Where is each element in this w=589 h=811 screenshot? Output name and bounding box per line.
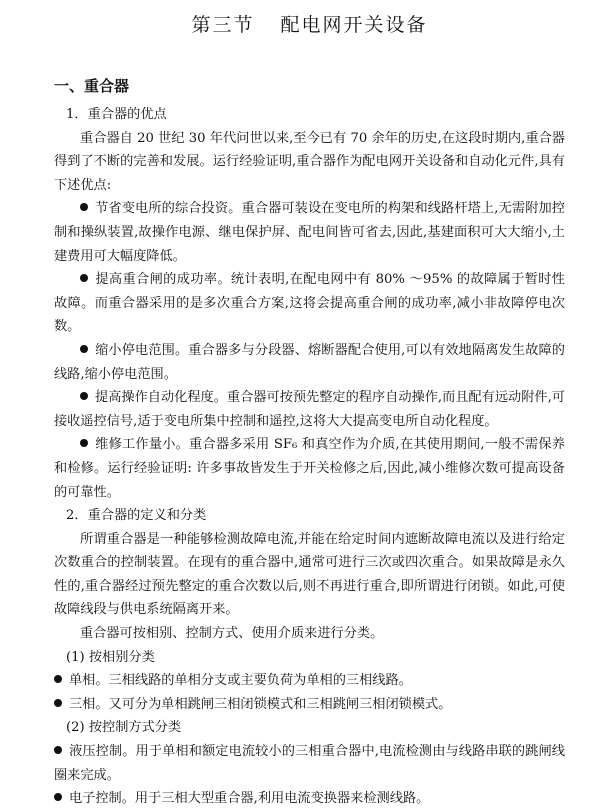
advantage-item: 节省变电所的综合投资。重合器可装设在变电所的构架和线路杆塔上,无需附加控制和操纵装置,故操作电源、继电保护屏、配电间皆可省去,因此,基建面积可大大缩小,土建费用可大幅度降低。 (54, 201, 565, 264)
bullet-icon (54, 699, 62, 707)
intro-paragraph: 重合器自 20 世纪 30 年代问世以来,至今已有 70 余年的历史,在这段时期内,重合器得到了不断的完善和发展。运行经验证明,重合器作为配电网开关设备和自动化元件,具有下述优点: (54, 130, 565, 193)
bullet-icon (54, 675, 62, 683)
classification-intro: 重合器可按相别、控制方式、使用介质来进行分类。 (80, 626, 384, 642)
phase-item: 三相。又可分为单相跳闸三相闭锁模式和三相跳闸三相闭锁模式。 (54, 693, 565, 717)
control-item: 液压控制。用于单相和额定电流较小的三相重合器中,电流检测由与线路串联的跳闸线圈来完成。 (54, 744, 565, 783)
phase-item: 单相。三相线路的单相分支或主要负荷为单相的三相线路。 (54, 669, 565, 693)
control-item: 电子控制。用于三相大型重合器,利用电流变换器来检测线路。 (54, 787, 565, 811)
subheading-by-phase: (1) 按相别分类 (66, 649, 155, 665)
bullet-icon (80, 345, 88, 353)
bullet-icon (80, 203, 88, 211)
subheading-definition: 2．重合器的定义和分类 (66, 508, 207, 524)
bullet-icon (54, 793, 62, 801)
section-number: 第三节 (191, 14, 255, 36)
advantage-item: 维修工作量小。重合器多采用 SF₆ 和真空作为介质,在其使用期间,一般不需保养和检修。运行经验证明: 许多事故皆发生于开关检修之后,因此,减小维修次数可提高设备的可靠性。 (54, 437, 565, 500)
section-name: 配电网开关设备 (280, 14, 428, 36)
advantage-item: 提高重合闸的成功率。统计表明,在配电网中有 80% ～95% 的故障属于暂时性故障。而重合器采用的是多次重合方案,这将会提高重合闸的成功率,减小非故障停电次数。 (54, 272, 565, 335)
section-title (54, 0, 565, 40)
bullet-icon (54, 746, 62, 754)
bullet-icon (80, 274, 88, 282)
advantage-item: 缩小停电范围。重合器多与分段器、熔断器配合使用,可以有效地隔离发生故障的线路,缩小停电范围。 (54, 342, 565, 382)
subheading-advantages: 1．重合器的优点 (66, 107, 167, 122)
advantage-item: 提高操作自动化程度。重合器可按预先整定的程序自动操作,而且配有远动附件,可接收遥控信号,适于变电所集中控制和遥控,这将大大提高变电所自动化程度。 (54, 390, 565, 429)
subheading-by-control: (2) 按控制方式分类 (66, 720, 182, 736)
bullet-icon (80, 439, 88, 447)
definition-paragraph: 所谓重合器是一种能够检测故障电流,并能在给定时间内遮断故障电流以及进行给定次数重合的控制装置。在现有的重合器中,通常可进行三次或四次重合。如果故障是永久性的,重合器经过预先整定的重合次数以后,则不再进行重合,即所谓进行闭锁。如此,可使故障线段与供电系统隔离开来。 (54, 531, 565, 618)
bullet-icon (80, 392, 88, 400)
heading-recloser: 一、重合器 (54, 77, 130, 95)
